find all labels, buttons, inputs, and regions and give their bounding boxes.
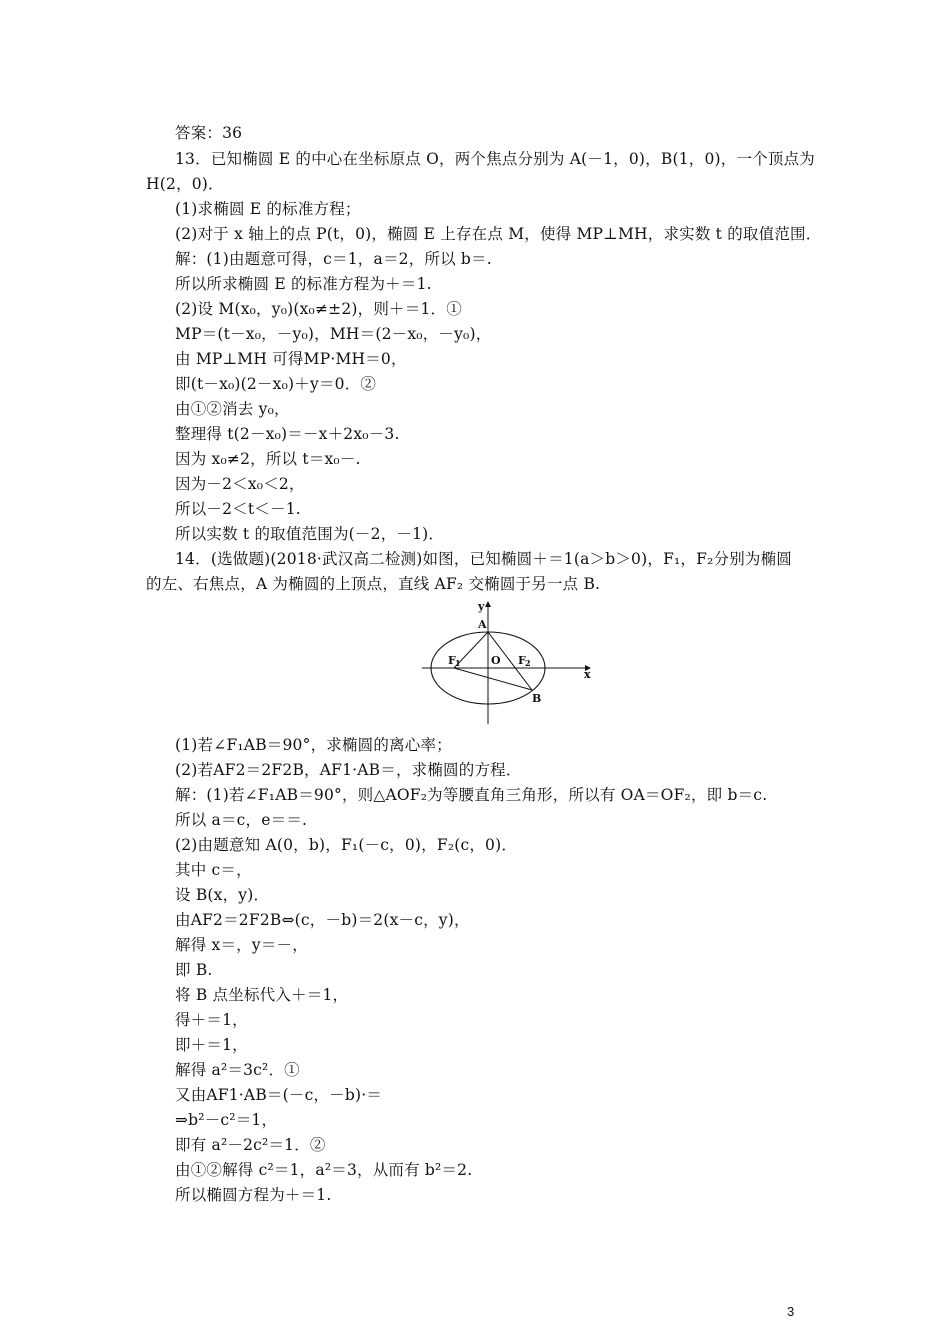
problem-13-statement: 13．已知椭圆 E 的中心在坐标原点 O，两个焦点分别为 A(－1，0)，B(1，0)，一个顶点为 xyxy=(175,150,815,168)
solution-line: 即 B. xyxy=(175,961,213,979)
label-a: A xyxy=(478,618,487,631)
solution-line: 解：(1)若∠F₁AB＝90°，则△AOF₂为等腰直角三角形，所以有 OA＝OF₂，即 b＝c. xyxy=(175,786,768,804)
problem-14-part-1: (1)若∠F₁AB＝90°，求椭圆的离心率； xyxy=(175,736,452,754)
solution-line: 所以－2＜t＜－1. xyxy=(175,500,301,518)
problem-13-part-2: (2)对于 x 轴上的点 P(t，0)，椭圆 E 上存在点 M，使得 MP⊥MH，求实数 t 的取值范围． xyxy=(175,225,822,243)
problem-14-statement: 14．(选做题)(2018·武汉高二检测)如图，已知椭圆＋＝1(a＞b＞0)，F₁，F₂分别为椭圆 xyxy=(175,550,793,568)
solution-line: 因为－2＜x₀＜2， xyxy=(175,475,305,493)
problem-14-part-2: (2)若AF2＝2F2B，AF1·AB＝，求椭圆的方程． xyxy=(175,761,522,779)
solution-line: 由①②解得 c²＝1，a²＝3，从而有 b²＝2. xyxy=(175,1161,473,1179)
solution-line: 所以实数 t 的取值范围为(－2，－1)． xyxy=(175,525,445,543)
solution-line: ⇒b²－c²＝1， xyxy=(175,1111,278,1129)
problem-13-statement-cont: H(2，0)． xyxy=(146,175,224,193)
solution-line: 解：(1)由题意可得，c＝1，a＝2，所以 b＝. xyxy=(175,250,492,268)
solution-line: 设 B(x，y)． xyxy=(175,886,270,904)
solution-line: 所以 a＝c，e＝＝. xyxy=(175,811,308,829)
label-f2: F xyxy=(518,654,526,667)
ellipse-figure xyxy=(420,598,595,726)
solution-line: 整理得 t(2－x₀)＝－x＋2x₀－3. xyxy=(175,425,400,443)
solution-line: 其中 c＝， xyxy=(175,861,252,879)
label-f1: F xyxy=(448,654,456,667)
ellipse-diagram xyxy=(420,598,595,726)
answer-line: 答案：36 xyxy=(175,124,243,142)
solution-line: (2)设 M(x₀，y₀)(x₀≠±2)，则＋＝1．① xyxy=(175,300,462,318)
label-f2-subscript: 2 xyxy=(525,658,531,668)
label-f1-subscript: 1 xyxy=(455,658,461,668)
label-x: x xyxy=(584,668,591,681)
problem-14-statement-cont: 的左、右焦点，A 为椭圆的上顶点，直线 AF₂ 交椭圆于另一点 B. xyxy=(146,575,601,593)
solution-line: 即(t－x₀)(2－x₀)＋y＝0．② xyxy=(175,375,377,393)
solution-line: 即有 a²－2c²＝1．② xyxy=(175,1136,326,1154)
segment-f1-b xyxy=(454,668,532,690)
solution-line: 得＋＝1， xyxy=(175,1011,248,1029)
label-b: B xyxy=(532,692,542,705)
solution-line: 又由AF1·AB＝(－c，－b)·＝ xyxy=(175,1086,383,1104)
solution-line: MP＝(t－x₀，－y₀)，MH＝(2－x₀，－y₀)， xyxy=(175,325,492,343)
label-y: y xyxy=(478,600,485,613)
solution-line: 由AF2＝2F2B⇔(c，－b)＝2(x－c，y)， xyxy=(175,911,470,929)
solution-line: 解得 x＝，y＝－， xyxy=(175,936,308,954)
solution-line: 由 MP⊥MH 可得MP·MH＝0， xyxy=(175,350,407,368)
solution-line: 所以所求椭圆 E 的标准方程为＋＝1. xyxy=(175,275,432,293)
solution-line: 即＋＝1， xyxy=(175,1036,248,1054)
solution-line: 解得 a²＝3c²．① xyxy=(175,1061,300,1079)
page-number: 3 xyxy=(787,1304,795,1319)
label-o: O xyxy=(491,654,501,667)
solution-line: 将 B 点坐标代入＋＝1， xyxy=(175,986,349,1004)
solution-line: 因为 x₀≠2，所以 t＝x₀－. xyxy=(175,450,361,468)
problem-13-part-1: (1)求椭圆 E 的标准方程； xyxy=(175,200,361,218)
solution-line: (2)由题意知 A(0，b)，F₁(－c，0)，F₂(c，0)． xyxy=(175,836,518,854)
solution-line: 所以椭圆方程为＋＝1. xyxy=(175,1186,332,1204)
solution-line: 由①②消去 y₀， xyxy=(175,400,290,418)
